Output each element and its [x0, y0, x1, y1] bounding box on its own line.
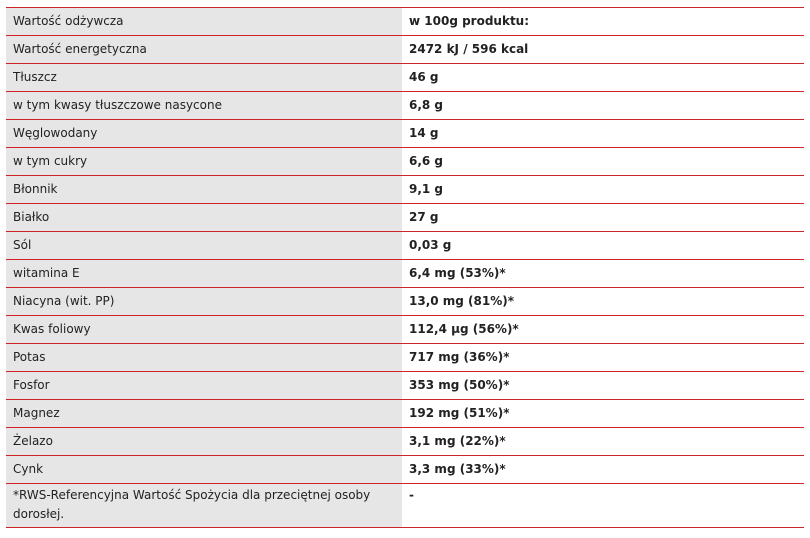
header-value-cell: w 100g produktu:: [402, 8, 804, 36]
header-label-cell: Wartość odżywcza: [6, 8, 402, 36]
nutrient-name: Magnez: [6, 400, 402, 428]
table-row: [6, 36, 804, 64]
nutrient-name: Potas: [6, 344, 402, 372]
table-row: [6, 288, 804, 316]
table-row: [6, 120, 804, 148]
nutrient-value: 0,03 g: [402, 232, 804, 260]
nutrient-name: Tłuszcz: [6, 64, 402, 92]
nutrient-name: Białko: [6, 204, 402, 232]
table-row: [6, 176, 804, 204]
table-row: [6, 400, 804, 428]
table-row: [6, 428, 804, 456]
table-row: [6, 344, 804, 372]
nutrient-name: w tym kwasy tłuszczowe nasycone: [6, 92, 402, 120]
nutrient-value: 14 g: [402, 120, 804, 148]
footnote-text: *RWS-Referencyjna Wartość Spożycia dla przeciętnej osoby dorosłej.: [6, 484, 402, 528]
nutrient-value: 192 mg (51%)*: [402, 400, 804, 428]
nutrient-name: Niacyna (wit. PP): [6, 288, 402, 316]
table-row: [6, 372, 804, 400]
nutrient-value: 27 g: [402, 204, 804, 232]
table-row: [6, 92, 804, 120]
nutrient-value: 6,6 g: [402, 148, 804, 176]
nutrient-name: Wartość energetyczna: [6, 36, 402, 64]
nutrient-value: 6,8 g: [402, 92, 804, 120]
nutrient-value: 353 mg (50%)*: [402, 372, 804, 400]
nutrient-name: Kwas foliowy: [6, 316, 402, 344]
nutrient-value: 9,1 g: [402, 176, 804, 204]
table-row: [6, 316, 804, 344]
nutrient-name: Fosfor: [6, 372, 402, 400]
nutrition-table-container: [6, 7, 804, 528]
nutrient-value: 717 mg (36%)*: [402, 344, 804, 372]
nutrient-value: 46 g: [402, 64, 804, 92]
nutrient-value: 112,4 µg (56%)*: [402, 316, 804, 344]
nutrient-name: Błonnik: [6, 176, 402, 204]
nutrient-value: 6,4 mg (53%)*: [402, 260, 804, 288]
nutrient-name: Sól: [6, 232, 402, 260]
nutrient-value: 2472 kJ / 596 kcal: [402, 36, 804, 64]
nutrition-table: [6, 7, 804, 528]
nutrient-name: Żelazo: [6, 428, 402, 456]
footnote-row: [6, 484, 804, 528]
nutrient-name: Węglowodany: [6, 120, 402, 148]
table-row: [6, 64, 804, 92]
nutrient-name: Cynk: [6, 456, 402, 484]
table-header-row: [6, 8, 804, 36]
table-row: [6, 260, 804, 288]
table-row: [6, 232, 804, 260]
footnote-value: -: [402, 484, 804, 528]
nutrient-value: 13,0 mg (81%)*: [402, 288, 804, 316]
table-row: [6, 456, 804, 484]
table-row: [6, 148, 804, 176]
nutrient-name: w tym cukry: [6, 148, 402, 176]
nutrient-name: witamina E: [6, 260, 402, 288]
nutrient-value: 3,1 mg (22%)*: [402, 428, 804, 456]
table-row: [6, 204, 804, 232]
nutrient-value: 3,3 mg (33%)*: [402, 456, 804, 484]
